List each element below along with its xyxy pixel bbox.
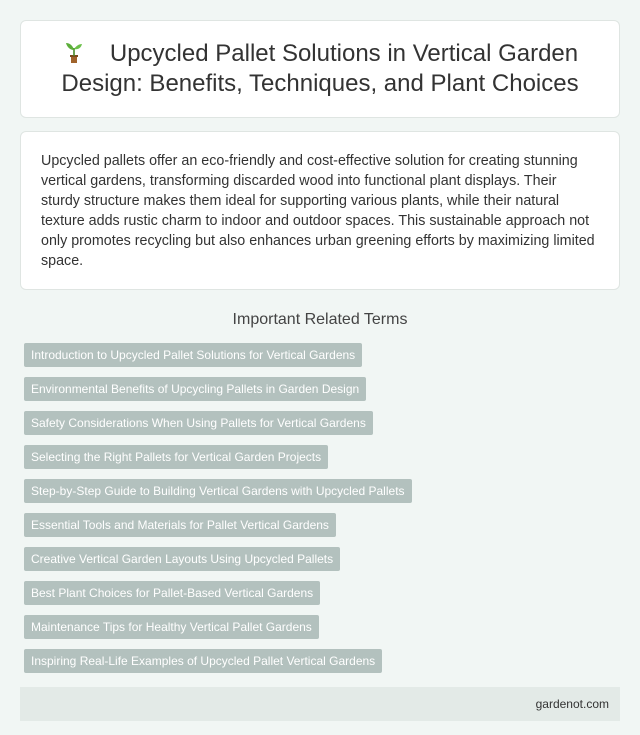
footer xyxy=(20,687,620,721)
related-term-link[interactable]: Selecting the Right Pallets for Vertical Garden Projects xyxy=(24,445,328,469)
intro-text: Upcycled pallets offer an eco-friendly and cost-effective solution for creating stunning vertical gardens, transforming discarded wood into functional plant displays. Their sturdy structure makes them ideal for supporting various plants, while their natural texture adds rustic charm to indoor and outdoor spaces. This sustainable approach not only promotes recycling but also enhances urban greening efforts by maximizing limited space. xyxy=(41,153,595,269)
related-term-link[interactable]: Step-by-Step Guide to Building Vertical Gardens with Upcycled Pallets xyxy=(24,479,412,503)
related-term-link[interactable]: Introduction to Upcycled Pallet Solutions for Vertical Gardens xyxy=(24,343,362,367)
related-term-link[interactable]: Best Plant Choices for Pallet-Based Vertical Gardens xyxy=(24,581,320,605)
page-title xyxy=(41,39,599,99)
related-term-link[interactable]: Essential Tools and Materials for Pallet Vertical Gardens xyxy=(24,513,336,537)
related-term-link[interactable]: Maintenance Tips for Healthy Vertical Pallet Gardens xyxy=(24,615,319,639)
related-term-link[interactable]: Creative Vertical Garden Layouts Using Upcycled Pallets xyxy=(24,547,340,571)
intro-card xyxy=(20,131,620,290)
related-term-link[interactable]: Environmental Benefits of Upcycling Pallets in Garden Design xyxy=(24,377,366,401)
page-title-text: Upcycled Pallet Solutions in Vertical Garden Design: Benefits, Techniques, and Plant Choices xyxy=(61,40,579,97)
title-card xyxy=(20,20,620,118)
seedling-icon xyxy=(62,40,84,64)
related-term-link[interactable]: Inspiring Real-Life Examples of Upcycled Pallet Vertical Gardens xyxy=(24,649,382,673)
related-terms-list xyxy=(20,343,620,683)
footer-site-name: gardenot.com xyxy=(535,697,609,711)
related-term-link[interactable]: Safety Considerations When Using Pallets for Vertical Gardens xyxy=(24,411,373,435)
related-terms-heading: Important Related Terms xyxy=(232,311,408,328)
